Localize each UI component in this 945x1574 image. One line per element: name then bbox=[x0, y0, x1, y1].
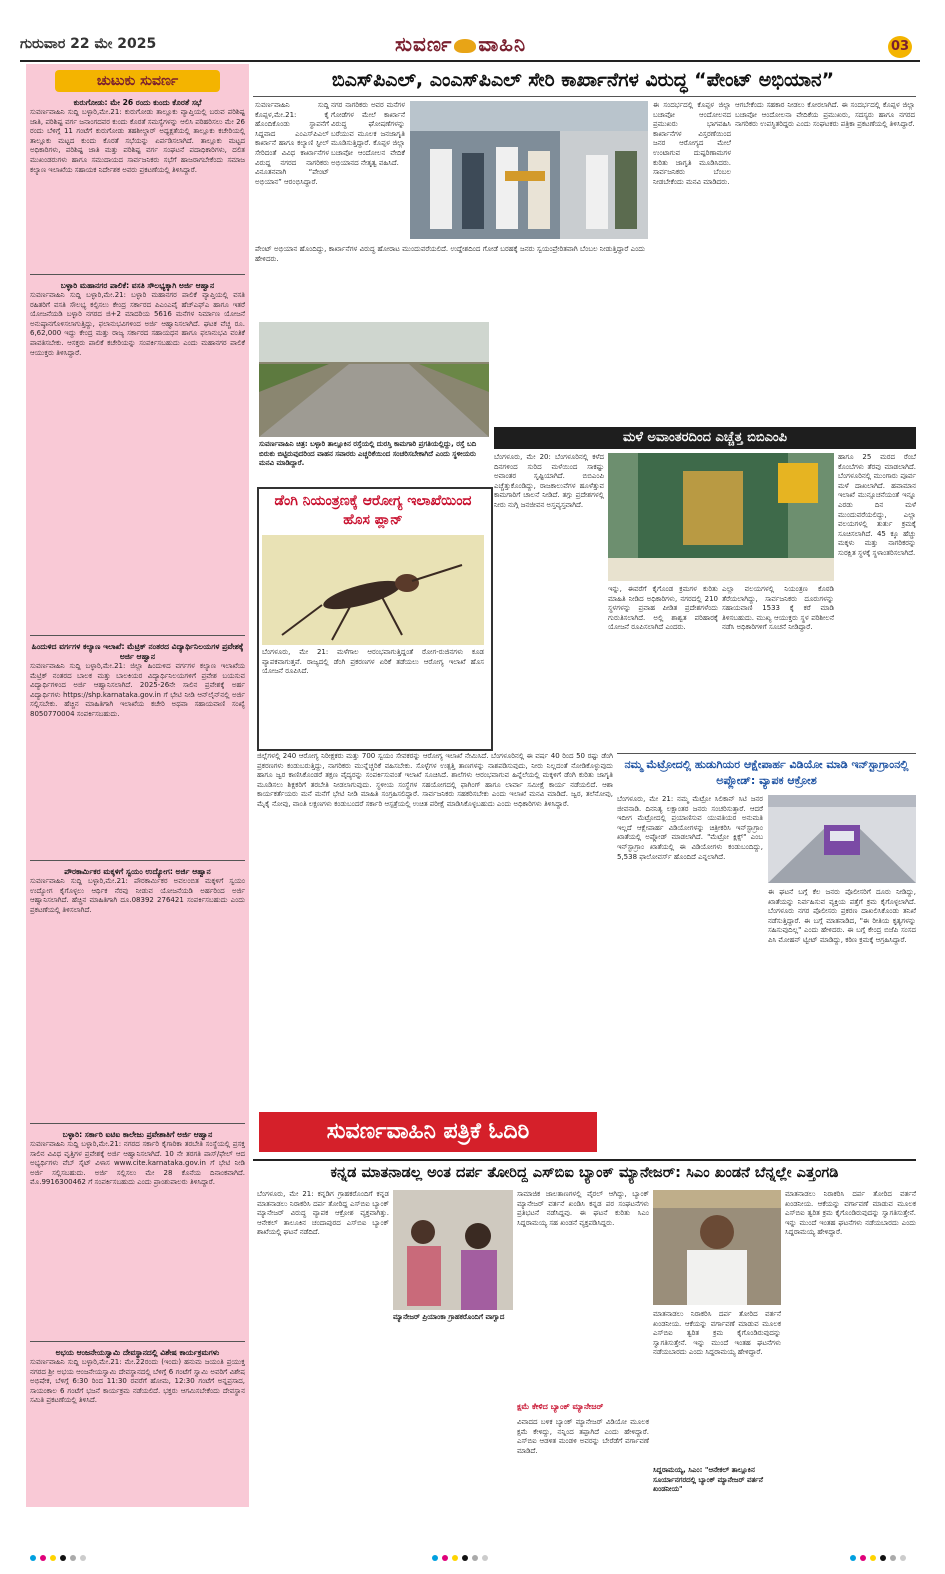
reg-dots-center-icon bbox=[430, 1553, 500, 1563]
sbi-manager-graphic bbox=[393, 1190, 513, 1310]
brief-body: ಸುವರ್ಣವಾಹಿನಿ ಸುದ್ದಿ ಬಳ್ಳಾರಿ,ಮೇ.21: ಜಿಲ್ಲಾ ಹಿಂದುಳಿದ ವರ್ಗಗಳ ಕಲ್ಯಾಣ ಇಲಾಖೆಯ ಮೆಟ್ರಿಕ್ ನಂತರದ ಬಾಲಕ ಮತ್ತು ಬಾಲಕಿಯರ ವಿದ್ಯಾರ್ಥಿನಿಲಯಗಳಿಗೆ ಪ್ರವೇಶ ಬಯಸುವ ವಿದ್ಯಾರ್ಥಿಗಳಿಂದ ಅರ್ಜಿ ಆಹ್ವಾನಿಸಲಾಗಿದೆ. 2025-26ನೇ ಸಾಲಿನ ಪ್ರವೇಶಕ್ಕೆ ಅರ್ಹ ವಿದ್ಯಾರ್ಥಿಗಳು https://shp.karnataka.gov.in ಗೆ ಭೇಟಿ ನೀಡಿ ಆನ್‌ಲೈನ್‌ನಲ್ಲಿ ಅರ್ಜಿ ಸಲ್ಲಿಸಬೇಕು. ಹೆಚ್ಚಿನ ಮಾಹಿತಿಗಾಗಿ ಇಲಾಖೆಯ ಕಚೇರಿ ಅಥವಾ ಸಹಾಯವಾಣಿ ಸಂಖ್ಯೆ 8050770004 ಸಂಪರ್ಕಿಸಬಹುದು. bbox=[30, 662, 245, 718]
sbi-col-c: ಮಾತನಾಡಲು ನಿರಾಕರಿಸಿ ದರ್ಪ ತೋರಿದ ವರ್ತನೆ ಖಂಡನೀಯ. ಆಕೆಯನ್ನು ವರ್ಗಾವಣೆ ಮಾಡುವ ಮೂಲಕ ಎಸ್‌ಬಿಐ ತ್ವರಿತ ಕ್ರಮ ಕೈಗೊಂಡಿರುವುದನ್ನು ಸ್ವಾಗತಿಸುತ್ತೇನೆ. ಇನ್ನು ಮುಂದೆ ಇಂತಹ ಘಟನೆಗಳು ನಡೆಯಬಾರದು ಎಂದು ಸಿದ್ದರಾಮಯ್ಯ ಹೇಳಿದ್ದಾರೆ. bbox=[653, 1310, 781, 1357]
divider bbox=[30, 860, 245, 861]
sbi-rule bbox=[253, 1159, 916, 1161]
logo-emblem-icon bbox=[454, 39, 476, 53]
registration-marks-left bbox=[28, 1548, 98, 1558]
brief-heading: ಹಿಂದುಳಿದ ವರ್ಗಗಳ ಕಲ್ಯಾಣ ಇಲಾಖೆ: ಮೆಟ್ರಿಕ್ ನಂತರದ ವಿದ್ಯಾರ್ಥಿನಿಲಯಗಳ ಪ್ರವೇಶಕ್ಕೆ ಅರ್ಜಿ ಆಹ್ವಾನ bbox=[31, 642, 244, 661]
sbi-col-a: ಬೆಂಗಳೂರು, ಮೇ 21: ಕನ್ನಡಿಗ ಗ್ರಾಹಕರೊಂದಿಗೆ ಕನ್ನಡ ಮಾತನಾಡಲು ನಿರಾಕರಿಸಿ ದರ್ಪ ತೋರಿದ್ದ ಎಸ್‌ಬಿಐ ಬ್ಯಾಂಕ್ ಮ್ಯಾನೇಜರ್ ವಿರುದ್ಧ ವ್ಯಾಪಕ ಆಕ್ರೋಶ ವ್ಯಕ್ತವಾಗಿತ್ತು. ಆನೇಕಲ್ ತಾಲೂಕಿನ ಚಂದಾಪುರದ ಎಸ್‌ಬಿಐ ಬ್ಯಾಂಕ್ ಶಾಖೆಯಲ್ಲಿ ಘಟನೆ ನಡೆದಿದೆ. bbox=[257, 1190, 389, 1237]
registration-marks-right bbox=[848, 1548, 918, 1558]
road-photo bbox=[259, 322, 489, 437]
sbi-col-d: ಮಾತನಾಡಲು ನಿರಾಕರಿಸಿ ದರ್ಪ ತೋರಿದ ವರ್ತನೆ ಖಂಡನೀಯ. ಆಕೆಯನ್ನು ವರ್ಗಾವಣೆ ಮಾಡುವ ಮೂಲಕ ಎಸ್‌ಬಿಐ ತ್ವರಿತ ಕ್ರಮ ಕೈಗೊಂಡಿರುವುದನ್ನು ಸ್ವಾಗತಿಸುತ್ತೇನೆ. ಇನ್ನು ಮುಂದೆ ಇಂತಹ ಘಟನೆಗಳು ನಡೆಯಬಾರದು ಎಂದು ಸಿದ್ದರಾಮಯ್ಯ ಹೇಳಿದ್ದಾರೆ. bbox=[785, 1190, 916, 1237]
sidebar-tag: ಚುಟುಕು ಸುವರ್ಣ bbox=[55, 70, 220, 92]
dengue-body: ಜಿಲ್ಲೆಗಳಲ್ಲಿ 240 ಆರೋಗ್ಯ ನಿರೀಕ್ಷಕರು ಮತ್ತು 700 ಸ್ವಯಂ ಸೇವಕರನ್ನು ಆರೋಗ್ಯ ಇಲಾಖೆ ನೇಮಿಸಿದೆ. ಬೆಂಗಳೂರಿನಲ್ಲಿ ಈ ವರ್ಷ 40 ರಿಂದ 50 ರಷ್ಟು ಡೆಂಗಿ ಪ್ರಕರಣಗಳು ಕಂಡುಬರುತ್ತಿದ್ದು, ನಾಗರಿಕರು ಮುನ್ನೆಚ್ಚರಿಕೆ ವಹಿಸಬೇಕು. ಸೊಳ್ಳೆಗಳ ಉತ್ಪತ್ತಿ ತಾಣಗಳನ್ನು ನಾಶಪಡಿಸುವುದು, ನೀರು ನಿಲ್ಲದಂತೆ ನೋಡಿಕೊಳ್ಳುವುದು ಹಾಗೂ ಜ್ವರ ಕಾಣಿಸಿಕೊಂಡರೆ ತಕ್ಷಣ ವೈದ್ಯರನ್ನು ಸಂಪರ್ಕಿಸುವಂತೆ ಇಲಾಖೆ ಸೂಚಿಸಿದೆ. ಶಾಲೆಗಳು ಆರಂಭವಾಗುವ ಹಿನ್ನೆಲೆಯಲ್ಲಿ ಮಕ್ಕಳಿಗೆ ಡೆಂಗಿ ಕುರಿತು ಜಾಗೃತಿ ಮೂಡಿಸಲು ಶಿಕ್ಷಕರಿಗೆ ತರಬೇತಿ ನೀಡಲಾಗುವುದು. ಸ್ಥಳೀಯ ಸಂಸ್ಥೆಗಳ ಸಹಯೋಗದಲ್ಲಿ ಫಾಗಿಂಗ್ ಹಾಗೂ ಲಾರ್ವಾ ಸಮೀಕ್ಷೆ ಕಾರ್ಯ ನಡೆಯಲಿದೆ. ಆಶಾ ಕಾರ್ಯಕರ್ತೆಯರು ಮನೆ ಮನೆಗೆ ಭೇಟಿ ನೀಡಿ ಮಾಹಿತಿ ಸಂಗ್ರಹಿಸಲಿದ್ದಾರೆ. ಸಾರ್ವಜನಿಕರು ಸಹಕರಿಸಬೇಕು ಎಂದು ಇಲಾಖೆ ಮನವಿ ಮಾಡಿದೆ. ಜ್ವರ, ತಲೆನೋವು, ಮೈಕೈ ನೋವು, ವಾಂತಿ ಲಕ್ಷಣಗಳು ಕಂಡುಬಂದರೆ ಸರ್ಕಾರಿ ಆಸ್ಪತ್ರೆಯಲ್ಲಿ ಉಚಿತ ಪರೀಕ್ಷೆ ಮಾಡಿಸಿಕೊಳ್ಳಬಹುದು ಎಂದು ಅಧಿಕಾರಿಗಳು ತಿಳಿಸಿದ್ದಾರೆ. bbox=[257, 752, 613, 808]
brief-body: ಸುವರ್ಣವಾಹಿನಿ ಸುದ್ದಿ ಬಳ್ಳಾರಿ,ಮೇ.21: ಮೇ.22ರಂದು (ಇಂದು) ಹನುಮ ಜಯಂತಿ ಪ್ರಯುಕ್ತ ನಗರದ ಶ್ರೀ ಅಭಯ ಆಂಜನೇಯಸ್ವಾಮಿ ದೇವಸ್ಥಾನದಲ್ಲಿ ಬೆಳಿಗ್ಗೆ 6 ಗಂಟೆಗೆ ಸ್ವಾಮಿ ಅವರಿಗೆ ವಿಶೇಷ ಅಭಿಷೇಕ, ಬೆಳಿಗ್ಗೆ 6:30 ರಿಂದ 11:30 ರವರೆಗೆ ಹೋಮ, 12:30 ಗಂಟೆಗೆ ಅನ್ನಪ್ರಸಾದ, ಸಾಯಂಕಾಲ 6 ಗಂಟೆಗೆ ಭಜನೆ ಕಾರ್ಯಕ್ರಮ ನಡೆಯಲಿದೆ. ಭಕ್ತರು ಆಗಮಿಸಬೇಕೆಂದು ದೇವಸ್ಥಾನ ಸಮಿತಿ ಪ್ರಕಟಣೆಯಲ್ಲಿ ತಿಳಿಸಿದೆ. bbox=[30, 1358, 245, 1405]
reg-dots-right-icon bbox=[848, 1553, 918, 1563]
bbmp-building-photo bbox=[608, 453, 834, 581]
brief-body: ಸುವರ್ಣವಾಹಿನಿ ಸುದ್ದಿ ಬಳ್ಳಾರಿ,ಮೇ.21: ಬಳ್ಳಾರಿ ಮಹಾನಗರ ಪಾಲಿಕೆ ವ್ಯಾಪ್ತಿಯಲ್ಲಿ ವಸತಿ ರಹಿತರಿಗೆ ವಸತಿ ಸೌಲಭ್ಯ ಕಲ್ಪಿಸಲು ಕೇಂದ್ರ ಸರ್ಕಾರದ ಪಿಎಂಎವೈ ಹೆಚ್‌ಎಫ್‌ಎ ಹಾಗೂ ಇತರೆ ಯೋಜನೆಯಡಿ ಬಳ್ಳಾರಿ ನಗರದ ಜಿ+2 ಮಾದರಿಯ 5616 ಮನೆಗಳ ನಿರ್ಮಾಣ ಯೋಜನೆ ಅನುಷ್ಠಾನಗೊಳಿಸಲಾಗುತ್ತಿದ್ದು, ಫಲಾನುಭವಿಗಳಿಂದ ಅರ್ಜಿ ಆಹ್ವಾನಿಸಲಾಗಿದೆ. ಘಟಕ ವೆಚ್ಚ ರೂ. 6,62,000 ಇದ್ದು ಕೇಂದ್ರ ಮತ್ತು ರಾಜ್ಯ ಸರ್ಕಾರದ ಸಹಾಯಧನ ಹಾಗೂ ಫಲಾನುಭವಿ ವಂತಿಕೆ ಪಾವತಿಸಬೇಕು. ಆಸಕ್ತರು ಪಾಲಿಕೆ ಕಚೇರಿಯನ್ನು ಸಂಪರ್ಕಿಸಬಹುದು ಎಂದು ಮಹಾನಗರ ಪಾಲಿಕೆ ಆಯುಕ್ತರು ತಿಳಿಸಿದ್ದಾರೆ. bbox=[30, 291, 245, 357]
brief-item bbox=[30, 642, 245, 854]
brief-item bbox=[30, 867, 245, 1117]
metro-rule bbox=[617, 753, 916, 754]
story1-col-c: ಈ ಸಂದರ್ಭದಲ್ಲಿ ಕೊಪ್ಪಳ ಜಿಲ್ಲಾ ಬಚಾವೋ ಆಂದೋಲನದ ಪ್ರಮುಖರು ಭಾಗವಹಿಸಿ ಕಾರ್ಖಾನೆಗಳ ವಿಸ್ತರಣೆಯಿಂದ ಜನರ ಆರೋಗ್ಯದ ಮೇಲೆ ಉಂಟಾಗುವ ದುಷ್ಪರಿಣಾಮಗಳ ಕುರಿತು ಜಾಗೃತಿ ಮೂಡಿಸಿದರು. ಸಾರ್ವಜನಿಕರು ಬೆಂಬಲ ನೀಡಬೇಕೆಂದು ಮನವಿ ಮಾಡಿದರು. bbox=[653, 101, 731, 186]
logo-text-right: ವಾಹಿನಿ bbox=[478, 32, 527, 56]
brief-body: ಸುವರ್ಣವಾಹಿನಿ ಸುದ್ದಿ ಬಳ್ಳಾರಿ,ಮೇ.21: ನಗರದ ಸರ್ಕಾರಿ ಕೈಗಾರಿಕಾ ತರಬೇತಿ ಸಂಸ್ಥೆಯಲ್ಲಿ ಪ್ರಸಕ್ತ ಸಾಲಿನ ವಿವಿಧ ವೃತ್ತಿಗಳ ಪ್ರವೇಶಕ್ಕೆ ಅರ್ಜಿ ಆಹ್ವಾನಿಸಲಾಗಿದೆ. 10 ನೇ ತರಗತಿ ಪಾಸ್/ಫೇಲ್ ಆದ ಅಭ್ಯರ್ಥಿಗಳು ವೆಬ್ ಸೈಟ್ ವಿಳಾಸ www.cite.karnataka.gov.in ಗೆ ಭೇಟಿ ನೀಡಿ ಅರ್ಜಿ ಸಲ್ಲಿಸಬಹುದು. ಅರ್ಜಿ ಸಲ್ಲಿಸಲು ಮೇ 28 ಕೊನೆಯ ದಿನಾಂಕವಾಗಿದೆ. ಮೊ.9916300462 ಗೆ ಸಂಪರ್ಕಿಸಬಹುದು ಎಂದು ಪ್ರಾಂಶುಪಾಲರು ತಿಳಿಸಿದ್ದಾರೆ. bbox=[30, 1140, 245, 1187]
metro-train-graphic bbox=[768, 795, 916, 883]
dengue-headline: ಡೆಂಗಿ ನಿಯಂತ್ರಣಕ್ಕೆ ಆರೋಗ್ಯ ಇಲಾಖೆಯಿಂದ ಹೊಸ ಪ್ಲಾನ್ bbox=[274, 493, 472, 528]
issue-date: ಗುರುವಾರ 22 ಮೇ 2025 bbox=[20, 36, 157, 52]
rain-col-b: ಇನ್ನು, ಈವರೆಗೆ ಕೈಗೊಂಡ ಕ್ರಮಗಳ ಕುರಿತು ಮಾಹಿತಿ ನೀಡಿದ ಅಧಿಕಾರಿಗಳು, ನಗರದಲ್ಲಿ 210 ಸ್ಥಳಗಳನ್ನು ಪ್ರವಾಹ ಪೀಡಿತ ಪ್ರದೇಶಗಳೆಂದು ಗುರುತಿಸಲಾಗಿದೆ. ಅಲ್ಲಿ ಶಾಶ್ವತ ಪರಿಹಾರಕ್ಕೆ ಯೋಜನೆ ರೂಪಿಸಲಾಗಿದೆ ಎಂದರು. bbox=[608, 585, 718, 632]
rain-col-c: ಹಾಗೂ 25 ಮರದ ರೆಂಬೆ ಕೊಂಬೆಗಳು ತೆರವು ಮಾಡಲಾಗಿದೆ. ಬೆಂಗಳೂರಿನಲ್ಲಿ ಮುಂಗಾರು ಪೂರ್ವ ಮಳೆ ದಾಖಲಾಗಿದೆ. ಹವಾಮಾನ ಇಲಾಖೆ ಮುನ್ಸೂಚನೆಯಂತೆ ಇನ್ನೂ ಎರಡು ದಿನ ಮಳೆ ಮುಂದುವರೆಯಲಿದ್ದು, ಎಲ್ಲಾ ವಲಯಗಳಲ್ಲಿ ತುರ್ತು ಕ್ರಮಕ್ಕೆ ಸೂಚಿಸಲಾಗಿದೆ. 45 ಕ್ಕೂ ಹೆಚ್ಚು ಮಕ್ಕಳು ಮತ್ತು ನಾಗರಿಕರನ್ನು ಸುರಕ್ಷಿತ ಸ್ಥಳಕ್ಕೆ ಸ್ಥಳಾಂತರಿಸಲಾಗಿದೆ. bbox=[838, 453, 916, 557]
logo-text-left: ಸುವರ್ಣ bbox=[395, 32, 453, 56]
metro-headline: ನಮ್ಮ ಮೆಟ್ರೋದಲ್ಲಿ ಹುಡುಗಿಯರ ಆಕ್ಷೇಪಾರ್ಹ ವಿಡಿಯೋ ಮಾಡಿ ಇನ್‌ಸ್ಟಾಗ್ರಾಂನಲ್ಲಿ ಅಪ್ಲೋಡ್: ವ್ಯಾಪಕ ಆಕ್ರೋಶ bbox=[624, 758, 909, 787]
protest-photo bbox=[410, 101, 648, 239]
divider bbox=[30, 274, 245, 275]
page-number: 03 bbox=[888, 36, 912, 58]
header-rule bbox=[20, 60, 920, 62]
promo-banner: ಸುವರ್ಣವಾಹಿನಿ ಪತ್ರಿಕೆ ಓದಿರಿ bbox=[259, 1112, 597, 1152]
divider bbox=[30, 635, 245, 636]
metro-train-photo bbox=[768, 795, 916, 883]
brief-heading: ಬಳ್ಳಾರಿ: ಸರ್ಕಾರಿ ಐಟಿಐ ಕಾಲೇಜು ಪ್ರವೇಶಾತಿಗೆ ಅರ್ಜಿ ಆಹ್ವಾನ bbox=[62, 1130, 213, 1139]
brief-body: ಸುವರ್ಣವಾಹಿನಿ ಸುದ್ದಿ ಬಳ್ಳಾರಿ,ಮೇ.21: ಕುರುಗೋಡು ತಾಲ್ಲೂಕು ವ್ಯಾಪ್ತಿಯಲ್ಲಿ ಬರುವ ಪರಿಶಿಷ್ಟ ಜಾತಿ, ಪರಿಶಿಷ್ಟ ವರ್ಗ ಜನಾಂಗದವರ ಕುಂದು ಕೊರತೆ ಸಮಸ್ಯೆಗಳನ್ನು ಆಲಿಸಿ ಪರಿಹರಿಸಲು ಮೇ 26 ರಂದು ಬೆಳಿಗ್ಗೆ 11 ಗಂಟೆಗೆ ಕುರುಗೋಡು ತಹಶೀಲ್ದಾರ್ ಅಧ್ಯಕ್ಷತೆಯಲ್ಲಿ ತಾಲ್ಲೂಕು ಕಚೇರಿಯಲ್ಲಿ ತಾಲ್ಲೂಕು ಮಟ್ಟದ ಕುಂದು ಕೊರತೆ ಸಭೆಯನ್ನು ಏರ್ಪಡಿಸಲಾಗಿದೆ. ತಾಲ್ಲೂಕು ಮಟ್ಟದ ಅಧಿಕಾರಿಗಳು, ಪರಿಶಿಷ್ಟ ಜಾತಿ ಮತ್ತು ಪರಿಶಿಷ್ಟ ವರ್ಗ ಸಂಘಟನೆ ಪದಾಧಿಕಾರಿಗಳು, ದಲಿತ ಮುಖಂಡರುಗಳು ಹಾಗೂ ಸಮುದಾಯದ ಸಾರ್ವಜನಿಕರು ಸಭೆಗೆ ಹಾಜರಾಗಬೇಕೆಂದು ಸಮಾಜ ಕಲ್ಯಾಣ ಇಲಾಖೆಯ ಸಹಾಯಕ ನಿರ್ದೇಶಕ ಅವರು ಪ್ರಕಟಣೆಯಲ್ಲಿ ತಿಳಿಸಿದ್ದಾರೆ. bbox=[30, 108, 245, 174]
bbmp-building-graphic bbox=[608, 453, 834, 581]
sbi-col-b: ಸಾಮಾಜಿಕ ಜಾಲತಾಣಗಳಲ್ಲಿ ವೈರಲ್ ಆಗಿದ್ದು, ಬ್ಯಾಂಕ್ ಮ್ಯಾನೇಜರ್ ವರ್ತನೆ ಖಂಡಿಸಿ ಕನ್ನಡ ಪರ ಸಂಘಟನೆಗಳು ಪ್ರತಿಭಟನೆ ನಡೆಸಿದ್ದವು. ಈ ಘಟನೆ ಕುರಿತು ಸಿಎಂ ಸಿದ್ದರಾಮಯ್ಯ ಸಹ ಖಂಡನೆ ವ್ಯಕ್ತಪಡಿಸಿದ್ದರು. bbox=[517, 1190, 649, 1227]
cm-photo bbox=[653, 1190, 781, 1305]
brief-item bbox=[30, 281, 245, 629]
sidebar-column bbox=[30, 98, 245, 1498]
masthead-logo bbox=[395, 32, 526, 56]
brief-item bbox=[30, 98, 245, 268]
sbi-headline: ಕನ್ನಡ ಮಾತನಾಡಲ್ಲ ಅಂತ ದರ್ಪ ತೋರಿದ್ದ ಎಸ್‌ಬಿಐ ಬ್ಯಾಂಕ್ ಮ್ಯಾನೇಜರ್: ಸಿಎಂ ಖಂಡನೆ ಬೆನ್ನಲ್ಲೇ ಎತ್ತಂಗಡಿ bbox=[330, 1164, 839, 1181]
protest-photo-graphic bbox=[410, 101, 648, 239]
headline-rule bbox=[253, 96, 916, 97]
story1-col-d: ಆಗಬೇಕೆಂದು ಸಹಕಾರ ನೀಡಲು ಕೋರಲಾಗಿದೆ. ಈ ಸಂದರ್ಭದಲ್ಲಿ ಕೊಪ್ಪಳ ಜಿಲ್ಲಾ ಬಚಾವೋ ಆಂದೋಲನಾ ವೇದಿಕೆಯ ಪ್ರಮುಖರು, ಸದಸ್ಯರು ಹಾಗೂ ನಗರದ ನಾಗರಿಕರು ಉಪಸ್ಥಿತರಿದ್ದರು ಎಂದು ಸಂಘಟಕರು ಪತ್ರಿಕಾ ಪ್ರಕಟಣೆಯಲ್ಲಿ ತಿಳಿಸಿದ್ದಾರೆ. bbox=[735, 101, 915, 129]
metro-col-b: ಈ ಘಟನೆ ಬಗ್ಗೆ ಕೆಲ ಜನರು ಪೊಲೀಸರಿಗೆ ದೂರು ನೀಡಿದ್ದು, ಖಾತೆಯನ್ನು ನಿರ್ವಹಿಸುವ ವ್ಯಕ್ತಿಯ ಪತ್ತೆಗೆ ಕ್ರಮ ಕೈಗೊಳ್ಳಲಾಗಿದೆ. ಬೆಂಗಳೂರು ನಗರ ಪೊಲೀಸರು ಪ್ರಕರಣ ದಾಖಲಿಸಿಕೊಂಡು ತನಿಖೆ ನಡೆಸುತ್ತಿದ್ದಾರೆ. ಈ ಬಗ್ಗೆ ಮಾತನಾಡಿದ, "ಈ ರೀತಿಯ ಕೃತ್ಯಗಳನ್ನು ಸಹಿಸುವುದಿಲ್ಲ" ಎಂದು ಹೇಳಿದರು. ಈ ಬಗ್ಗೆ ಕೇಂದ್ರ ಬಿಜೆಪಿ ಸಂಸದ ಪಿಸಿ ಮೋಹನ್ ಟ್ವೀಟ್ ಮಾಡಿದ್ದು, ಕಠಿಣ ಕ್ರಮಕ್ಕೆ ಆಗ್ರಹಿಸಿದ್ದಾರೆ. bbox=[768, 888, 916, 944]
story1-col-a: ಸುವರ್ಣವಾಹಿನಿ ಸುದ್ದಿ ಕೊಪ್ಪಳ,ಮೇ.21: ಕೈ ಹೊಂದಿಕೊಂಡು ಸ್ಥಾಪನೆಗೆ ಸಿದ್ದವಾದ ಎಂಎಸ್‌ಪಿಎಲ್ ಕಾರ್ಖಾನೆ ಹಾಗೂ ಕಲ್ಯಾಣಿ ಸ್ಟೀಲ್ ಸೇರಿದಂತೆ ವಿವಿಧ ಕಾರ್ಖಾನೆಗಳ ವಿರುದ್ದ ನಗರದ ನಾಗರಿಕರು ವಿನೂತನವಾಗಿ “ಪೇಂಟ್ ಅಭಿಯಾನ” ಆರಂಭಿಸಿದ್ದಾರೆ. bbox=[255, 101, 329, 186]
story1-bottom: ಪೇಂಟ್ ಅಭಿಯಾನ ಹೊಂದಿದ್ದು, ಕಾರ್ಖಾನೆಗಳ ವಿರುದ್ಧ ಹೋರಾಟ ಮುಂದುವರೆಯಲಿದೆ. ಉದ್ದೇಶದಿಂದ ಗೋಡೆ ಬರಹಕ್ಕೆ ಜನರು ಸ್ವಯಂಪ್ರೇರಿತವಾಗಿ ಬೆಂಬಲ ನೀಡುತ್ತಿದ್ದಾರೆ ಎಂದು ಹೇಳಿದರು. bbox=[255, 245, 645, 263]
registration-marks-center bbox=[430, 1548, 500, 1558]
sbi-manager-photo bbox=[393, 1190, 513, 1310]
sbi-subbody: ವಿವಾದದ ಬಳಿಕ ಬ್ಯಾಂಕ್ ಮ್ಯಾನೇಜರ್ ವಿಡಿಯೋ ಮೂಲಕ ಕ್ಷಮೆ ಕೇಳಿದ್ದು, ನನ್ನಿಂದ ತಪ್ಪಾಗಿದೆ ಎಂದು ಹೇಳಿದ್ದಾರೆ. ಎಸ್‌ಬಿಐ ಆಡಳಿತ ಮಂಡಳಿ ಅವರನ್ನು ಬೇರೆಡೆಗೆ ವರ್ಗಾವಣೆ ಮಾಡಿದೆ. bbox=[517, 1418, 649, 1455]
brief-heading: ಬಳ್ಳಾರಿ ಮಹಾನಗರ ಪಾಲಿಕೆ: ವಸತಿ ಸೌಲಭ್ಯಕ್ಕಾಗಿ ಅರ್ಜಿ ಆಹ್ವಾನ bbox=[60, 281, 215, 290]
brief-heading: ಅಭಯ ಆಂಜನೇಯಸ್ವಾಮಿ ದೇವಸ್ಥಾನದಲ್ಲಿ ವಿಶೇಷ ಕಾರ್ಯಕ್ರಮಗಳು bbox=[55, 1348, 220, 1357]
brief-body: ಸುವರ್ಣವಾಹಿನಿ ಸುದ್ದಿ ಬಳ್ಳಾರಿ,ಮೇ.21: ಪೌರಕಾರ್ಮಿಕರ ಅವಲಂಬಿತ ಮಕ್ಕಳಿಗೆ ಸ್ವಯಂ ಉದ್ಯೋಗ ಕೈಗೊಳ್ಳಲು ಆರ್ಥಿಕ ನೆರವು ನೀಡುವ ಯೋಜನೆಯಡಿ ಅರ್ಹರಿಂದ ಅರ್ಜಿ ಆಹ್ವಾನಿಸಲಾಗಿದೆ. ಹೆಚ್ಚಿನ ಮಾಹಿತಿಗಾಗಿ ದೂ.08392 276421 ಸಂಪರ್ಕಿಸಬಹುದು ಎಂದು ಪ್ರಕಟಣೆಯಲ್ಲಿ ತಿಳಿಸಲಾಗಿದೆ. bbox=[30, 877, 245, 914]
cm-photo-caption: ಸಿದ್ದರಾಮಯ್ಯ, ಸಿಎಂ: "ಆನೇಕಲ್ ತಾಲ್ಲೂಕಿನ ಸೂರ್ಯಾನಗರದಲ್ಲಿ ಬ್ಯಾಂಕ್ ಮ್ಯಾನೇಜರ್ ವರ್ತನೆ ಖಂಡನೀಯ" bbox=[653, 1466, 763, 1493]
story1-col-b: ನಗರ ನಾಗರಿಕರು ಅವರ ಮನೆಗಳ ಗೋಡೆಗಳ ಮೇಲೆ ಕಾರ್ಖಾನೆ ವಿರುದ್ಧ ಘೋಷಣೆಗಳನ್ನು ಬರೆಯುವ ಮೂಲಕ ಜನಜಾಗೃತಿ ಮೂಡಿಸುತ್ತಿದ್ದಾರೆ. ಕೊಪ್ಪಳ ಜಿಲ್ಲಾ ಬಚಾವೋ ಆಂದೋಲನ ವೇದಿಕೆ ಅಭಿಯಾನದ ನೇತೃತ್ವ ವಹಿಸಿದೆ. bbox=[331, 101, 405, 167]
road-photo-caption: ಸುವರ್ಣವಾಹಿನಿ ಚಿತ್ರ: ಬಳ್ಳಾರಿ ತಾಲ್ಲೂಕಿನ ರಸ್ತೆಯಲ್ಲಿ ದುರಸ್ತಿ ಕಾಮಗಾರಿ ಪ್ರಗತಿಯಲ್ಲಿದ್ದು, ರಸ್ತೆ ಬದಿ ಬಿರುಕು ಬಿಟ್ಟಿರುವುದರಿಂದ ವಾಹನ ಸವಾರರು ಎಚ್ಚರಿಕೆಯಿಂದ ಸಂಚರಿಸಬೇಕಾಗಿದೆ ಎಂದು ಸ್ಥಳೀಯರು ಮನವಿ ಮಾಡಿದ್ದಾರೆ. bbox=[259, 440, 477, 467]
metro-col-a: ಬೆಂಗಳೂರು, ಮೇ 21: ನಮ್ಮ ಮೆಟ್ರೋ ಸಿಲಿಕಾನ್ ಸಿಟಿ ಜನರ ಜೀವನಾಡಿ. ದಿನನಿತ್ಯ ಲಕ್ಷಾಂತರ ಜನರು ಸಂಚರಿಸುತ್ತಾರೆ. ಆದರೆ ಇದೀಗ ಮೆಟ್ರೋದಲ್ಲಿ ಪ್ರಯಾಣಿಸುವ ಯುವತಿಯರ ಅನುಮತಿ ಇಲ್ಲದೆ ಆಕ್ಷೇಪಾರ್ಹ ವಿಡಿಯೋಗಳನ್ನು ಚಿತ್ರೀಕರಿಸಿ ಇನ್‌ಸ್ಟಾಗ್ರಾಂ ಖಾತೆಯಲ್ಲಿ ಅಪ್ಲೋಡ್ ಮಾಡಲಾಗಿದೆ. "ಮೆಟ್ರೋ ಕ್ಲಿಕ್ಸ್" ಎಂಬ ಇನ್‌ಸ್ಟಾಗ್ರಾಂ ಖಾತೆಯಲ್ಲಿ ಈ ವಿಡಿಯೋಗಳು ಕಂಡುಬಂದಿದ್ದು, 5,538 ಫಾಲೋವರ್ಸ್ ಹೊಂದಿದೆ ಎನ್ನಲಾಗಿದೆ. bbox=[617, 795, 763, 861]
rain-col-d: ಎಲ್ಲಾ ವಲಯಗಳಲ್ಲಿ ನಿಯಂತ್ರಣ ಕೊಠಡಿ ತೆರೆಯಲಾಗಿದ್ದು, ಸಾರ್ವಜನಿಕರು ದೂರುಗಳನ್ನು ಸಹಾಯವಾಣಿ 1533 ಕ್ಕೆ ಕರೆ ಮಾಡಿ ತಿಳಿಸಬಹುದು. ಮುಖ್ಯ ಆಯುಕ್ತರು ಸ್ಥಳ ಪರಿಶೀಲನೆ ನಡೆಸಿ ಅಧಿಕಾರಿಗಳಿಗೆ ಸೂಚನೆ ನೀಡಿದ್ದಾರೆ. bbox=[722, 585, 834, 632]
road-photo-graphic bbox=[259, 322, 489, 437]
cm-photo-graphic bbox=[653, 1190, 781, 1305]
rain-col-a: ಬೆಂಗಳೂರು, ಮೇ 20: ಬೆಂಗಳೂರಿನಲ್ಲಿ ಕಳೆದ ದಿನಗಳಿಂದ ಸುರಿದ ಮಳೆಯಿಂದ ಸಾಕಷ್ಟು ಅವಾಂತರ ಸೃಷ್ಟಿಯಾಗಿದೆ. ಬಿಬಿಎಂಪಿ ಎಚ್ಚೆತ್ತುಕೊಂಡಿದ್ದು, ರಾಜಕಾಲುವೆಗಳ ಹೂಳೆತ್ತುವ ಕಾಮಗಾರಿಗೆ ಚಾಲನೆ ನೀಡಿದೆ. ತಗ್ಗು ಪ್ರದೇಶಗಳಲ್ಲಿ ನೀರು ನುಗ್ಗಿ ಜನಜೀವನ ಅಸ್ತವ್ಯಸ್ತವಾಗಿದೆ. bbox=[494, 453, 604, 509]
mosquito-photo bbox=[262, 535, 484, 645]
divider bbox=[30, 1123, 245, 1124]
brief-heading: ಕುರುಗೋಡು: ಮೇ 26 ರಂದು ಕುಂದು ಕೊರತೆ ಸಭೆ bbox=[73, 98, 202, 107]
sbi-subhead: ಕ್ಷಮೆ ಕೇಳಿದ ಬ್ಯಾಂಕ್ ಮ್ಯಾನೇಜರ್ bbox=[517, 1402, 604, 1411]
lead-headline: ಬಿಎಸ್‌ಪಿಎಲ್, ಎಂಎಸ್‌ಪಿಎಲ್ ಸೇರಿ ಕಾರ್ಖಾನೆಗಳ ವಿರುದ್ಧ “ಪೇಂಟ್ ಅಭಿಯಾನ” bbox=[331, 69, 835, 91]
brief-heading: ಪೌರಕಾರ್ಮಿಕರ ಮಕ್ಕಳಿಗೆ ಸ್ವಯಂ ಉದ್ಯೋಗ: ಅರ್ಜಿ ಆಹ್ವಾನ bbox=[64, 867, 211, 876]
rain-headline: ಮಳೆ ಅವಾಂತರದಿಂದ ಎಚ್ಚೆತ್ತ ಬಿಬಿಎಂಪಿ bbox=[494, 427, 916, 449]
brief-item bbox=[30, 1348, 245, 1498]
reg-dots-left-icon bbox=[28, 1553, 98, 1563]
divider bbox=[30, 1341, 245, 1342]
sbi-photo1-caption: ಮ್ಯಾನೇಜರ್ ಪ್ರಿಯಾಂಕಾ ಗ್ರಾಹಕರೊಂದಿಗೆ ವಾಗ್ವಾದ bbox=[393, 1313, 505, 1321]
mosquito-graphic bbox=[262, 535, 484, 645]
brief-item bbox=[30, 1130, 245, 1335]
dengue-lead: ಬೆಂಗಳೂರು, ಮೇ 21: ಮಳೆಗಾಲ ಆರಂಭವಾಗುತ್ತಿದ್ದಂತೆ ರೋಗ-ರುಜಿನಗಳು ಕೂಡ ವ್ಯಾಪಕವಾಗುತ್ತವೆ. ರಾಜ್ಯದಲ್ಲಿ ಡೆಂಗಿ ಪ್ರಕರಣಗಳ ಏರಿಕೆ ತಡೆಯಲು ಆರೋಗ್ಯ ಇಲಾಖೆ ಹೊಸ ಯೋಜನೆ ರೂಪಿಸಿದೆ. bbox=[262, 648, 484, 676]
